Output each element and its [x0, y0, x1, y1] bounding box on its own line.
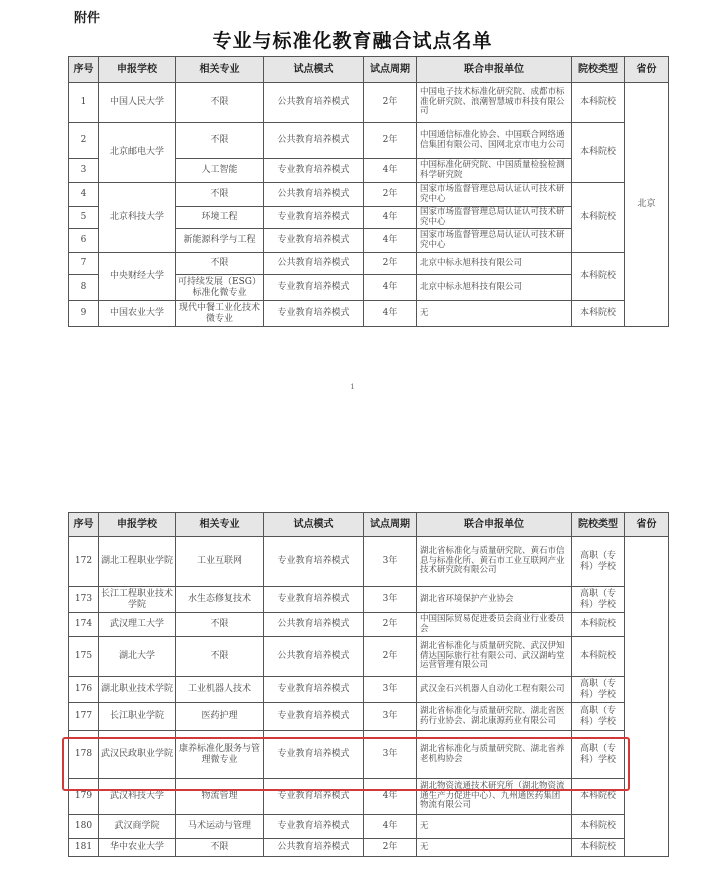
cell-no: 181 — [69, 839, 99, 857]
table-row — [69, 815, 669, 839]
header-no: 序号 — [69, 57, 99, 83]
cell-major: 康养标准化服务与管理微专业 — [176, 731, 264, 779]
cell-period: 3年 — [364, 703, 417, 731]
cell-period: 3年 — [364, 537, 417, 587]
cell-school: 武汉理工大学 — [99, 613, 176, 637]
table-row — [69, 637, 669, 677]
cell-province: 北京 — [625, 83, 669, 327]
cell-school: 湖北工程职业学院 — [99, 537, 176, 587]
cell-unit: 国家市场监督管理总局认证认可技术研究中心 — [417, 207, 572, 229]
cell-period: 4年 — [364, 779, 417, 815]
cell-mode: 公共教育培养模式 — [264, 613, 364, 637]
cell-major: 不限 — [176, 253, 264, 275]
cell-school: 中国人民大学 — [99, 83, 176, 123]
cell-school: 长江职业学院 — [99, 703, 176, 731]
cell-no: 174 — [69, 613, 99, 637]
cell-major: 环境工程 — [176, 207, 264, 229]
cell-mode: 公共教育培养模式 — [264, 637, 364, 677]
header-major: 相关专业 — [176, 57, 264, 83]
cell-no: 175 — [69, 637, 99, 677]
cell-unit: 中国国际贸易促进委员会商业行业委员会 — [417, 613, 572, 637]
cell-period: 2年 — [364, 123, 417, 159]
header-mode: 试点模式 — [264, 57, 364, 83]
cell-mode: 公共教育培养模式 — [264, 839, 364, 857]
cell-type: 本科院校 — [572, 123, 625, 183]
cell-mode: 专业教育培养模式 — [264, 537, 364, 587]
cell-school: 长江工程职业技术学院 — [99, 587, 176, 613]
cell-type: 本科院校 — [572, 839, 625, 857]
cell-no: 172 — [69, 537, 99, 587]
cell-mode: 专业教育培养模式 — [264, 159, 364, 183]
cell-major: 不限 — [176, 123, 264, 159]
cell-period: 4年 — [364, 207, 417, 229]
cell-no: 178 — [69, 731, 99, 779]
cell-major: 新能源科学与工程 — [176, 229, 264, 253]
header-province: 省份 — [625, 513, 669, 537]
cell-mode: 公共教育培养模式 — [264, 123, 364, 159]
cell-unit: 国家市场监督管理总局认证认可技术研究中心 — [417, 229, 572, 253]
cell-mode: 公共教育培养模式 — [264, 183, 364, 207]
table-row — [69, 301, 669, 327]
cell-unit: 湖北省环境保护产业协会 — [417, 587, 572, 613]
cell-school: 武汉科技大学 — [99, 779, 176, 815]
header-unit: 联合申报单位 — [417, 513, 572, 537]
cell-school: 北京邮电大学 — [99, 123, 176, 183]
cell-unit: 北京中标永旭科技有限公司 — [417, 253, 572, 275]
cell-major: 不限 — [176, 613, 264, 637]
cell-unit: 北京中标永旭科技有限公司 — [417, 275, 572, 301]
cell-major: 人工智能 — [176, 159, 264, 183]
header-no: 序号 — [69, 513, 99, 537]
header-mode: 试点模式 — [264, 513, 364, 537]
page-number: 1 — [350, 383, 355, 391]
cell-no: 9 — [69, 301, 99, 327]
cell-major: 不限 — [176, 839, 264, 857]
cell-school: 中国农业大学 — [99, 301, 176, 327]
cell-major: 不限 — [176, 183, 264, 207]
cell-school: 华中农业大学 — [99, 839, 176, 857]
cell-no: 180 — [69, 815, 99, 839]
header-major: 相关专业 — [176, 513, 264, 537]
header-unit: 联合申报单位 — [417, 57, 572, 83]
header-type: 院校类型 — [572, 513, 625, 537]
cell-mode: 专业教育培养模式 — [264, 207, 364, 229]
cell-major: 工业互联网 — [176, 537, 264, 587]
table-row — [69, 613, 669, 637]
cell-period: 4年 — [364, 301, 417, 327]
cell-mode: 专业教育培养模式 — [264, 229, 364, 253]
table-row — [69, 83, 669, 123]
cell-type: 本科院校 — [572, 779, 625, 815]
table-header-row — [69, 57, 669, 83]
cell-major: 物流管理 — [176, 779, 264, 815]
cell-major: 工业机器人技术 — [176, 677, 264, 703]
cell-period: 2年 — [364, 183, 417, 207]
cell-province — [625, 537, 669, 857]
cell-period: 2年 — [364, 253, 417, 275]
cell-period: 3年 — [364, 731, 417, 779]
cell-type: 高职（专科）学校 — [572, 731, 625, 779]
table-row — [69, 703, 669, 731]
table-row — [69, 839, 669, 857]
cell-period: 3年 — [364, 677, 417, 703]
cell-period: 4年 — [364, 275, 417, 301]
cell-unit: 中国标准化研究院、中国质量检验检测科学研究院 — [417, 159, 572, 183]
table-row — [69, 587, 669, 613]
cell-no: 6 — [69, 229, 99, 253]
cell-period: 4年 — [364, 159, 417, 183]
table-row — [69, 253, 669, 275]
cell-unit: 湖北省标准化与质量研究院、湖北省医药行业协会、湖北康源药业有限公司 — [417, 703, 572, 731]
cell-type: 高职（专科）学校 — [572, 587, 625, 613]
cell-major: 医药护理 — [176, 703, 264, 731]
cell-major: 可持续发展（ESG）标准化微专业 — [176, 275, 264, 301]
table-row — [69, 677, 669, 703]
highlight-box — [62, 737, 630, 791]
cell-period: 3年 — [364, 587, 417, 613]
cell-mode: 专业教育培养模式 — [264, 301, 364, 327]
cell-unit: 湖北物资流通技术研究所（湖北物资流通生产力促进中心）、九州通医药集团物流有限公司 — [417, 779, 572, 815]
cell-mode: 专业教育培养模式 — [264, 587, 364, 613]
cell-period: 4年 — [364, 229, 417, 253]
cell-unit: 中国电子技术标准化研究院、成都市标准化研究院、浪潮智慧城市科技有限公司 — [417, 83, 572, 123]
cell-type: 本科院校 — [572, 253, 625, 301]
table-row — [69, 123, 669, 159]
table-row — [69, 183, 669, 207]
cell-type: 本科院校 — [572, 183, 625, 253]
cell-period: 4年 — [364, 815, 417, 839]
cell-type: 本科院校 — [572, 815, 625, 839]
cell-unit: 国家市场监督管理总局认证认可技术研究中心 — [417, 183, 572, 207]
cell-unit: 中国通信标准化协会、中国联合网络通信集团有限公司、国网北京市电力公司 — [417, 123, 572, 159]
header-period: 试点周期 — [364, 513, 417, 537]
pilot-table-beijing — [68, 56, 669, 327]
cell-school: 北京科技大学 — [99, 183, 176, 253]
cell-unit: 湖北省标准化与质量研究院、湖北省养老机构协会 — [417, 731, 572, 779]
cell-period: 2年 — [364, 613, 417, 637]
cell-school: 中央财经大学 — [99, 253, 176, 301]
cell-type: 高职（专科）学校 — [572, 703, 625, 731]
cell-school: 湖北职业技术学院 — [99, 677, 176, 703]
table-header-row — [69, 513, 669, 537]
cell-unit: 无 — [417, 301, 572, 327]
cell-no: 3 — [69, 159, 99, 183]
header-school: 申报学校 — [99, 57, 176, 83]
cell-school: 湖北大学 — [99, 637, 176, 677]
cell-major: 不限 — [176, 83, 264, 123]
cell-no: 2 — [69, 123, 99, 159]
cell-no: 8 — [69, 275, 99, 301]
cell-mode: 专业教育培养模式 — [264, 731, 364, 779]
cell-type: 本科院校 — [572, 83, 625, 123]
cell-unit: 湖北省标准化与质量研究院、武汉伊知倩达国际旅行社有限公司、武汉湖屿堂运营管理有限公司 — [417, 637, 572, 677]
cell-no: 173 — [69, 587, 99, 613]
cell-no: 1 — [69, 83, 99, 123]
cell-type: 本科院校 — [572, 301, 625, 327]
cell-unit: 武汉金石兴机器人自动化工程有限公司 — [417, 677, 572, 703]
cell-mode: 公共教育培养模式 — [264, 253, 364, 275]
cell-school: 武汉民政职业学院 — [99, 731, 176, 779]
cell-mode: 专业教育培养模式 — [264, 779, 364, 815]
cell-no: 5 — [69, 207, 99, 229]
cell-mode: 专业教育培养模式 — [264, 275, 364, 301]
cell-no: 177 — [69, 703, 99, 731]
cell-school: 武汉商学院 — [99, 815, 176, 839]
cell-mode: 公共教育培养模式 — [264, 83, 364, 123]
cell-unit: 无 — [417, 815, 572, 839]
cell-type: 高职（专科）学校 — [572, 537, 625, 587]
cell-unit: 湖北省标准化与质量研究院、黄石市信息与标准化所、黄石市工业互联网产业技术研究院有限公司 — [417, 537, 572, 587]
cell-period: 2年 — [364, 637, 417, 677]
header-school: 申报学校 — [99, 513, 176, 537]
cell-unit: 无 — [417, 839, 572, 857]
annex-label: 附件 — [74, 11, 101, 26]
cell-major: 现代中餐工业化技术微专业 — [176, 301, 264, 327]
cell-mode: 专业教育培养模式 — [264, 815, 364, 839]
pilot-table-hubei — [68, 512, 669, 857]
cell-no: 7 — [69, 253, 99, 275]
cell-major: 不限 — [176, 637, 264, 677]
header-period: 试点周期 — [364, 57, 417, 83]
page-title: 专业与标准化教育融合试点名单 — [212, 30, 493, 52]
header-province: 省份 — [625, 57, 669, 83]
cell-type: 本科院校 — [572, 637, 625, 677]
cell-period: 2年 — [364, 839, 417, 857]
cell-type: 本科院校 — [572, 613, 625, 637]
cell-no: 176 — [69, 677, 99, 703]
cell-mode: 专业教育培养模式 — [264, 677, 364, 703]
cell-type: 高职（专科）学校 — [572, 677, 625, 703]
cell-no: 4 — [69, 183, 99, 207]
table-row — [69, 537, 669, 587]
cell-period: 2年 — [364, 83, 417, 123]
cell-no: 179 — [69, 779, 99, 815]
header-type: 院校类型 — [572, 57, 625, 83]
cell-major: 水生态修复技术 — [176, 587, 264, 613]
cell-mode: 专业教育培养模式 — [264, 703, 364, 731]
cell-major: 马术运动与管理 — [176, 815, 264, 839]
